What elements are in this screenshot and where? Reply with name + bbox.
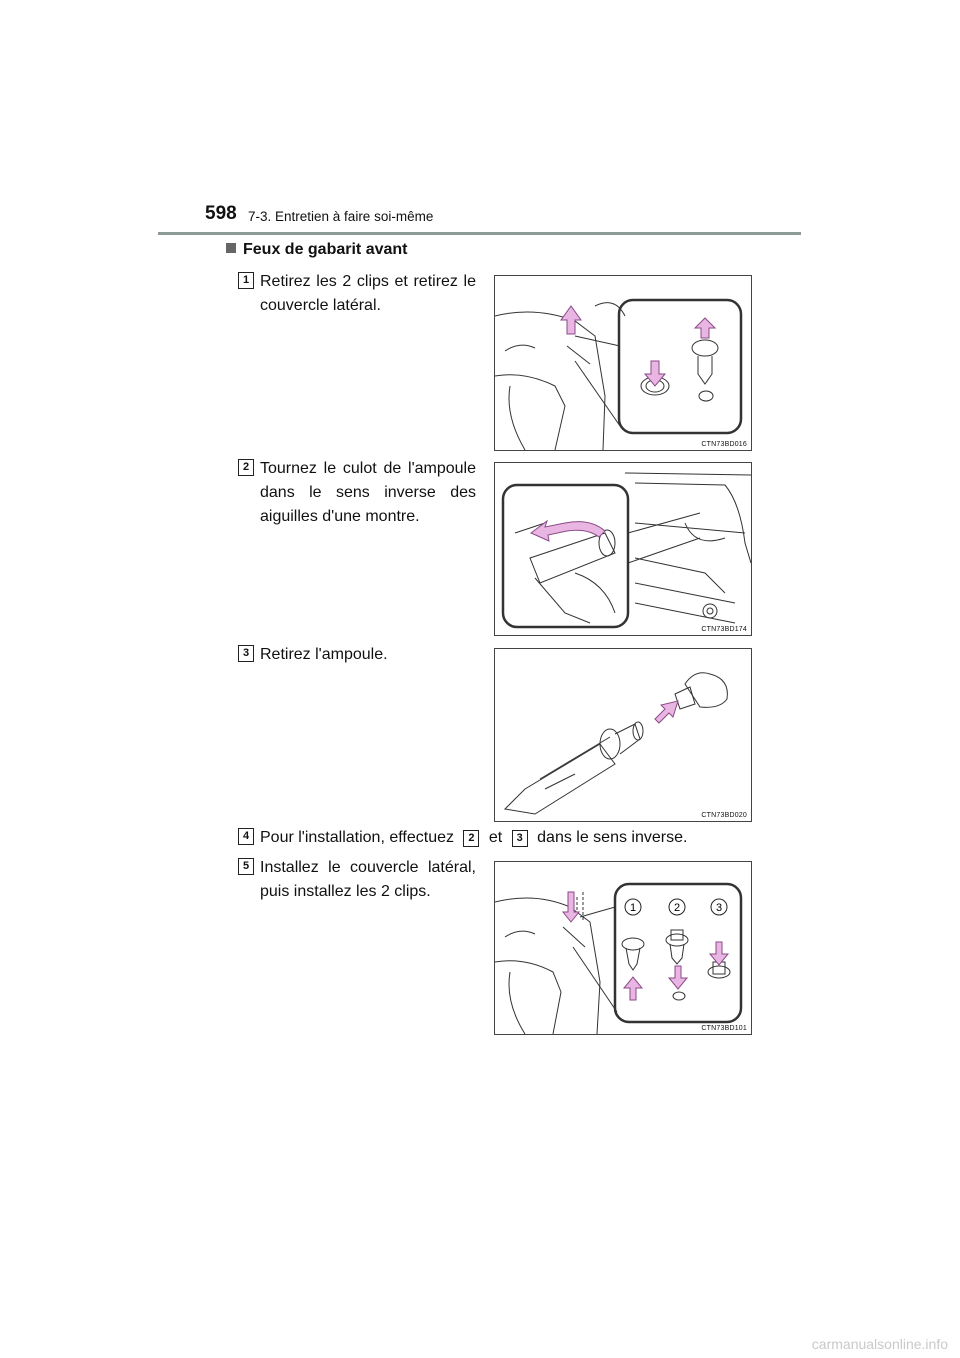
arrow-right-icon [655,701,678,723]
heading-square-icon [226,243,236,253]
callout-1 [625,899,641,915]
step-number-3: 3 [238,645,254,662]
figure-step-3 [494,648,752,822]
svg-text:2: 2 [673,902,681,914]
step-number-4: 4 [238,828,254,845]
callout-3 [711,899,727,915]
section-title: 7-3. Entretien à faire soi-même [248,209,434,224]
figure-code: CTN73BD101 [701,1025,747,1032]
callout-2 [669,899,685,915]
heading-text: Feux de gabarit avant [243,241,408,258]
step-text-5: Installez le couvercle latéral, puis installez les 2 clips. [260,859,476,900]
step-ref-2: 2 [463,830,479,847]
figure-code: CTN73BD016 [701,441,747,448]
arrow-down-icon [669,966,687,989]
arrow-up-icon [624,977,642,1000]
figure-code: CTN73BD174 [701,626,747,633]
watermark: carmanualsonline.info [811,1336,948,1352]
page-number: 598 [205,203,237,224]
step-4-text-a: Pour l'installation, effectuez [260,829,454,846]
figure-step-5 [494,861,752,1035]
svg-text:1: 1 [629,902,637,914]
step-text-3: Retirez l'ampoule. [260,646,388,663]
section-heading [226,241,408,259]
step-number-5: 5 [238,858,254,875]
step-text-2: Tournez le culot de l'ampoule dans le sens inverse des aiguilles d'une montre. [260,460,476,525]
step-number-2: 2 [238,459,254,476]
step-number-1: 1 [238,272,254,289]
arrow-up-icon [561,306,581,334]
figure-step-2 [494,462,752,636]
svg-text:3: 3 [715,902,723,914]
step-text-1: Retirez les 2 clips et retirez le couvercle latéral. [260,273,476,314]
step-4-text-c: dans le sens inverse. [537,829,688,846]
step-text-4 [260,826,780,850]
step-4-text-b: et [488,829,503,846]
figure-code: CTN73BD020 [701,812,747,819]
figure-step-1 [494,275,752,451]
arrow-up-icon [695,318,715,338]
step-ref-3: 3 [512,830,528,847]
header-rule [158,232,801,235]
